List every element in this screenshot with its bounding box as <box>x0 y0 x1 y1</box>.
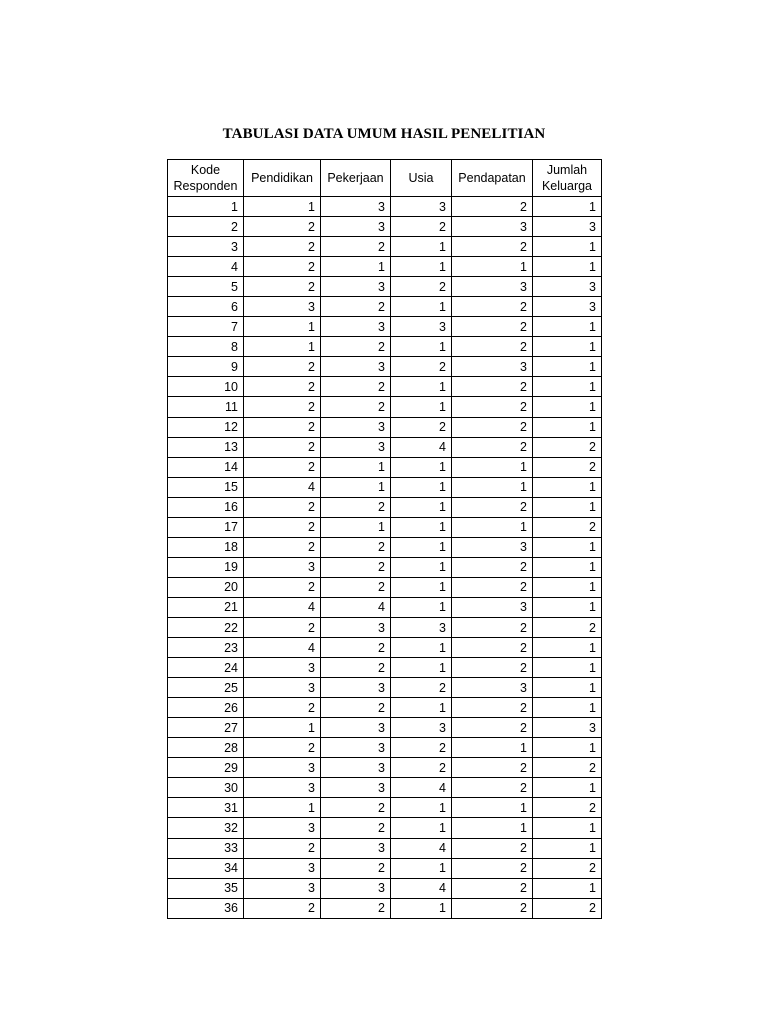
cell-pekerjaan: 2 <box>321 638 391 658</box>
table-row <box>168 738 602 758</box>
cell-kode-responden: 8 <box>168 337 244 357</box>
table-row <box>168 758 602 778</box>
cell-usia: 1 <box>391 858 452 878</box>
column-header-jumlah-keluarga: Jumlah Keluarga <box>533 160 602 197</box>
table-row <box>168 698 602 718</box>
table-row <box>168 257 602 277</box>
cell-pendidikan: 2 <box>244 417 321 437</box>
cell-pendidikan: 4 <box>244 638 321 658</box>
cell-pendidikan: 2 <box>244 237 321 257</box>
cell-kode-responden: 20 <box>168 577 244 597</box>
cell-jumlah-keluarga: 2 <box>533 758 602 778</box>
cell-usia: 1 <box>391 557 452 577</box>
cell-pekerjaan: 2 <box>321 557 391 577</box>
cell-pekerjaan: 2 <box>321 337 391 357</box>
cell-pekerjaan: 1 <box>321 517 391 537</box>
cell-pendidikan: 2 <box>244 457 321 477</box>
cell-pendidikan: 1 <box>244 337 321 357</box>
cell-pendapatan: 2 <box>452 617 533 637</box>
cell-usia: 1 <box>391 497 452 517</box>
cell-pendapatan: 1 <box>452 818 533 838</box>
cell-kode-responden: 14 <box>168 457 244 477</box>
cell-pendapatan: 3 <box>452 277 533 297</box>
cell-pendidikan: 2 <box>244 698 321 718</box>
cell-kode-responden: 32 <box>168 818 244 838</box>
table-row <box>168 377 602 397</box>
cell-jumlah-keluarga: 1 <box>533 778 602 798</box>
cell-kode-responden: 11 <box>168 397 244 417</box>
cell-usia: 3 <box>391 617 452 637</box>
cell-jumlah-keluarga: 1 <box>533 678 602 698</box>
cell-jumlah-keluarga: 3 <box>533 217 602 237</box>
cell-pendidikan: 1 <box>244 317 321 337</box>
table-row <box>168 237 602 257</box>
cell-pendidikan: 2 <box>244 357 321 377</box>
cell-usia: 1 <box>391 257 452 277</box>
cell-jumlah-keluarga: 1 <box>533 557 602 577</box>
cell-usia: 3 <box>391 317 452 337</box>
table-row <box>168 297 602 317</box>
cell-pendapatan: 2 <box>452 237 533 257</box>
cell-usia: 1 <box>391 537 452 557</box>
cell-pekerjaan: 2 <box>321 497 391 517</box>
cell-pendapatan: 2 <box>452 397 533 417</box>
cell-usia: 4 <box>391 838 452 858</box>
cell-pendapatan: 1 <box>452 517 533 537</box>
cell-pekerjaan: 3 <box>321 417 391 437</box>
cell-pekerjaan: 3 <box>321 197 391 217</box>
cell-kode-responden: 33 <box>168 838 244 858</box>
cell-pendidikan: 2 <box>244 617 321 637</box>
cell-kode-responden: 12 <box>168 417 244 437</box>
cell-pendapatan: 2 <box>452 838 533 858</box>
cell-pekerjaan: 3 <box>321 277 391 297</box>
cell-kode-responden: 2 <box>168 217 244 237</box>
cell-pendapatan: 3 <box>452 537 533 557</box>
column-header-pekerjaan: Pekerjaan <box>321 160 391 197</box>
cell-kode-responden: 13 <box>168 437 244 457</box>
cell-kode-responden: 4 <box>168 257 244 277</box>
cell-usia: 1 <box>391 658 452 678</box>
cell-pendapatan: 2 <box>452 778 533 798</box>
cell-kode-responden: 3 <box>168 237 244 257</box>
cell-usia: 1 <box>391 377 452 397</box>
cell-pendidikan: 2 <box>244 277 321 297</box>
cell-jumlah-keluarga: 1 <box>533 698 602 718</box>
cell-usia: 4 <box>391 778 452 798</box>
cell-pendidikan: 3 <box>244 878 321 898</box>
cell-usia: 1 <box>391 237 452 257</box>
cell-pendidikan: 2 <box>244 397 321 417</box>
cell-jumlah-keluarga: 1 <box>533 397 602 417</box>
cell-kode-responden: 17 <box>168 517 244 537</box>
table-body <box>168 197 602 919</box>
cell-usia: 1 <box>391 457 452 477</box>
cell-kode-responden: 18 <box>168 537 244 557</box>
cell-pendidikan: 2 <box>244 437 321 457</box>
table-row <box>168 537 602 557</box>
cell-kode-responden: 10 <box>168 377 244 397</box>
cell-jumlah-keluarga: 1 <box>533 738 602 758</box>
cell-pekerjaan: 3 <box>321 678 391 698</box>
cell-jumlah-keluarga: 1 <box>533 577 602 597</box>
cell-usia: 1 <box>391 818 452 838</box>
cell-pekerjaan: 3 <box>321 778 391 798</box>
cell-pendidikan: 3 <box>244 758 321 778</box>
table-row <box>168 437 602 457</box>
cell-usia: 2 <box>391 758 452 778</box>
cell-pendidikan: 1 <box>244 798 321 818</box>
table-row <box>168 658 602 678</box>
cell-pendapatan: 2 <box>452 557 533 577</box>
table-row <box>168 778 602 798</box>
table-row <box>168 317 602 337</box>
cell-usia: 2 <box>391 738 452 758</box>
cell-jumlah-keluarga: 1 <box>533 237 602 257</box>
cell-kode-responden: 29 <box>168 758 244 778</box>
cell-jumlah-keluarga: 1 <box>533 417 602 437</box>
cell-pekerjaan: 3 <box>321 718 391 738</box>
cell-jumlah-keluarga: 1 <box>533 597 602 617</box>
cell-pendidikan: 4 <box>244 597 321 617</box>
cell-pekerjaan: 2 <box>321 297 391 317</box>
table-row <box>168 197 602 217</box>
cell-pekerjaan: 4 <box>321 597 391 617</box>
table-row <box>168 617 602 637</box>
cell-pendapatan: 1 <box>452 457 533 477</box>
cell-pendidikan: 4 <box>244 477 321 497</box>
cell-pendapatan: 3 <box>452 357 533 377</box>
column-header-pendapatan: Pendapatan <box>452 160 533 197</box>
cell-pekerjaan: 3 <box>321 838 391 858</box>
cell-pendapatan: 1 <box>452 477 533 497</box>
cell-usia: 2 <box>391 678 452 698</box>
cell-kode-responden: 34 <box>168 858 244 878</box>
cell-jumlah-keluarga: 1 <box>533 878 602 898</box>
cell-kode-responden: 16 <box>168 497 244 517</box>
cell-jumlah-keluarga: 1 <box>533 377 602 397</box>
cell-usia: 3 <box>391 718 452 738</box>
cell-jumlah-keluarga: 3 <box>533 277 602 297</box>
table-row <box>168 678 602 698</box>
cell-jumlah-keluarga: 2 <box>533 437 602 457</box>
cell-pendidikan: 2 <box>244 517 321 537</box>
cell-pendidikan: 3 <box>244 778 321 798</box>
cell-jumlah-keluarga: 2 <box>533 517 602 537</box>
cell-jumlah-keluarga: 3 <box>533 718 602 738</box>
table-row <box>168 818 602 838</box>
cell-kode-responden: 21 <box>168 597 244 617</box>
cell-pendapatan: 1 <box>452 257 533 277</box>
data-table <box>167 159 602 919</box>
table-row <box>168 557 602 577</box>
cell-kode-responden: 26 <box>168 698 244 718</box>
cell-pendapatan: 2 <box>452 758 533 778</box>
cell-usia: 1 <box>391 597 452 617</box>
cell-usia: 2 <box>391 357 452 377</box>
cell-pekerjaan: 3 <box>321 437 391 457</box>
cell-pendidikan: 2 <box>244 257 321 277</box>
cell-pendapatan: 2 <box>452 698 533 718</box>
cell-pendapatan: 1 <box>452 738 533 758</box>
cell-pekerjaan: 3 <box>321 758 391 778</box>
cell-pendidikan: 2 <box>244 898 321 918</box>
table-row <box>168 577 602 597</box>
cell-pendidikan: 2 <box>244 577 321 597</box>
cell-usia: 4 <box>391 878 452 898</box>
cell-pendapatan: 2 <box>452 337 533 357</box>
cell-pendapatan: 2 <box>452 718 533 738</box>
cell-pendapatan: 2 <box>452 658 533 678</box>
cell-pekerjaan: 2 <box>321 577 391 597</box>
cell-jumlah-keluarga: 1 <box>533 838 602 858</box>
cell-pekerjaan: 2 <box>321 798 391 818</box>
cell-kode-responden: 5 <box>168 277 244 297</box>
cell-pekerjaan: 3 <box>321 738 391 758</box>
cell-pendidikan: 3 <box>244 678 321 698</box>
cell-usia: 2 <box>391 277 452 297</box>
cell-pendapatan: 2 <box>452 898 533 918</box>
cell-pekerjaan: 2 <box>321 858 391 878</box>
cell-pendapatan: 2 <box>452 317 533 337</box>
cell-jumlah-keluarga: 1 <box>533 497 602 517</box>
cell-pendidikan: 2 <box>244 217 321 237</box>
column-header-pendidikan: Pendidikan <box>244 160 321 197</box>
table-row <box>168 638 602 658</box>
cell-kode-responden: 23 <box>168 638 244 658</box>
cell-usia: 2 <box>391 417 452 437</box>
cell-pendapatan: 2 <box>452 417 533 437</box>
cell-pendapatan: 3 <box>452 678 533 698</box>
cell-pendidikan: 3 <box>244 658 321 678</box>
column-header-kode-responden: Kode Responden <box>168 160 244 197</box>
table-row <box>168 337 602 357</box>
cell-pendapatan: 2 <box>452 858 533 878</box>
cell-jumlah-keluarga: 1 <box>533 257 602 277</box>
cell-kode-responden: 1 <box>168 197 244 217</box>
cell-pendidikan: 2 <box>244 537 321 557</box>
table-row <box>168 898 602 918</box>
cell-jumlah-keluarga: 1 <box>533 317 602 337</box>
cell-jumlah-keluarga: 1 <box>533 537 602 557</box>
cell-pendidikan: 3 <box>244 818 321 838</box>
cell-pekerjaan: 2 <box>321 898 391 918</box>
table-row <box>168 397 602 417</box>
cell-usia: 1 <box>391 638 452 658</box>
cell-kode-responden: 28 <box>168 738 244 758</box>
cell-usia: 1 <box>391 337 452 357</box>
cell-pekerjaan: 1 <box>321 457 391 477</box>
table-row <box>168 858 602 878</box>
cell-kode-responden: 15 <box>168 477 244 497</box>
cell-jumlah-keluarga: 3 <box>533 297 602 317</box>
cell-pekerjaan: 1 <box>321 257 391 277</box>
cell-pendapatan: 1 <box>452 798 533 818</box>
cell-kode-responden: 31 <box>168 798 244 818</box>
cell-pendapatan: 3 <box>452 217 533 237</box>
cell-pekerjaan: 2 <box>321 537 391 557</box>
cell-pendidikan: 1 <box>244 718 321 738</box>
table-row <box>168 277 602 297</box>
cell-jumlah-keluarga: 2 <box>533 898 602 918</box>
cell-pendidikan: 3 <box>244 297 321 317</box>
cell-kode-responden: 36 <box>168 898 244 918</box>
cell-jumlah-keluarga: 1 <box>533 477 602 497</box>
cell-pekerjaan: 2 <box>321 698 391 718</box>
cell-pendidikan: 2 <box>244 838 321 858</box>
table-row <box>168 417 602 437</box>
table-row <box>168 718 602 738</box>
table-row <box>168 517 602 537</box>
cell-pendidikan: 2 <box>244 738 321 758</box>
cell-pekerjaan: 3 <box>321 617 391 637</box>
cell-pendidikan: 3 <box>244 557 321 577</box>
table-row <box>168 798 602 818</box>
cell-usia: 1 <box>391 798 452 818</box>
cell-pendidikan: 3 <box>244 858 321 878</box>
cell-usia: 1 <box>391 477 452 497</box>
cell-pendapatan: 2 <box>452 197 533 217</box>
cell-kode-responden: 30 <box>168 778 244 798</box>
cell-kode-responden: 35 <box>168 878 244 898</box>
table-row <box>168 497 602 517</box>
header-row <box>168 160 602 197</box>
table-row <box>168 597 602 617</box>
cell-usia: 2 <box>391 217 452 237</box>
cell-pekerjaan: 2 <box>321 237 391 257</box>
cell-kode-responden: 6 <box>168 297 244 317</box>
cell-usia: 1 <box>391 577 452 597</box>
cell-pendapatan: 2 <box>452 377 533 397</box>
cell-kode-responden: 25 <box>168 678 244 698</box>
cell-kode-responden: 22 <box>168 617 244 637</box>
cell-pendidikan: 2 <box>244 377 321 397</box>
cell-pekerjaan: 2 <box>321 818 391 838</box>
cell-pekerjaan: 3 <box>321 217 391 237</box>
cell-pendidikan: 2 <box>244 497 321 517</box>
table-row <box>168 457 602 477</box>
cell-kode-responden: 27 <box>168 718 244 738</box>
cell-jumlah-keluarga: 1 <box>533 658 602 678</box>
cell-jumlah-keluarga: 2 <box>533 457 602 477</box>
cell-jumlah-keluarga: 1 <box>533 357 602 377</box>
cell-pekerjaan: 1 <box>321 477 391 497</box>
cell-usia: 1 <box>391 698 452 718</box>
cell-pendidikan: 1 <box>244 197 321 217</box>
cell-jumlah-keluarga: 1 <box>533 197 602 217</box>
cell-jumlah-keluarga: 1 <box>533 818 602 838</box>
cell-kode-responden: 7 <box>168 317 244 337</box>
table-row <box>168 477 602 497</box>
cell-jumlah-keluarga: 2 <box>533 617 602 637</box>
cell-pekerjaan: 3 <box>321 317 391 337</box>
cell-usia: 3 <box>391 197 452 217</box>
table-row <box>168 838 602 858</box>
cell-kode-responden: 9 <box>168 357 244 377</box>
cell-usia: 1 <box>391 297 452 317</box>
cell-pekerjaan: 2 <box>321 397 391 417</box>
cell-pendapatan: 2 <box>452 437 533 457</box>
table-row <box>168 357 602 377</box>
table-row <box>168 878 602 898</box>
cell-pendapatan: 2 <box>452 878 533 898</box>
cell-jumlah-keluarga: 1 <box>533 638 602 658</box>
cell-kode-responden: 24 <box>168 658 244 678</box>
cell-usia: 4 <box>391 437 452 457</box>
cell-jumlah-keluarga: 1 <box>533 337 602 357</box>
cell-usia: 1 <box>391 397 452 417</box>
cell-pekerjaan: 3 <box>321 357 391 377</box>
cell-kode-responden: 19 <box>168 557 244 577</box>
cell-usia: 1 <box>391 517 452 537</box>
cell-jumlah-keluarga: 2 <box>533 858 602 878</box>
cell-jumlah-keluarga: 2 <box>533 798 602 818</box>
cell-pendapatan: 2 <box>452 297 533 317</box>
cell-pekerjaan: 2 <box>321 377 391 397</box>
cell-pendapatan: 2 <box>452 638 533 658</box>
cell-pendapatan: 3 <box>452 597 533 617</box>
cell-pekerjaan: 2 <box>321 658 391 678</box>
column-header-usia: Usia <box>391 160 452 197</box>
page-title: TABULASI DATA UMUM HASIL PENELITIAN <box>222 126 546 142</box>
cell-usia: 1 <box>391 898 452 918</box>
cell-pendapatan: 2 <box>452 497 533 517</box>
cell-pendapatan: 2 <box>452 577 533 597</box>
table-row <box>168 217 602 237</box>
cell-pekerjaan: 3 <box>321 878 391 898</box>
